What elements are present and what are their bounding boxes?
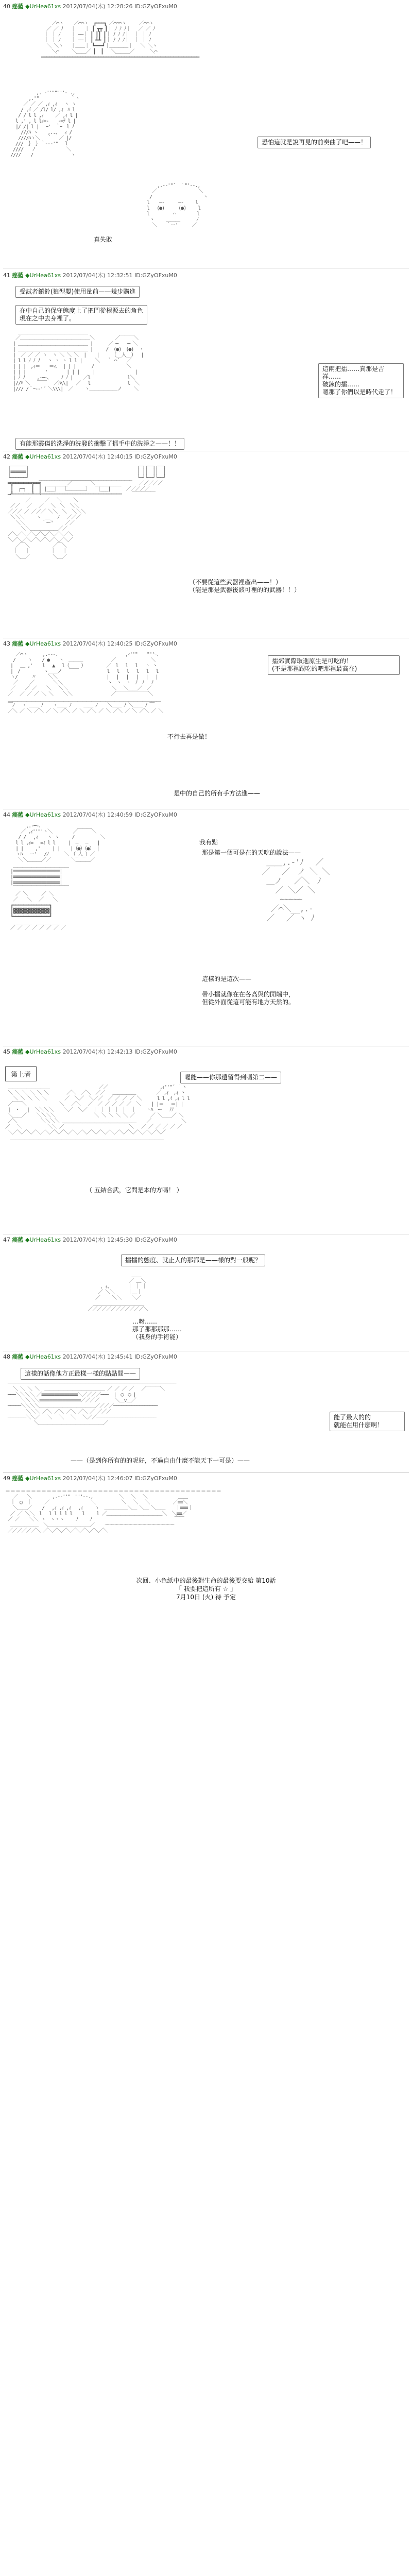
post-date: 2012/07/04(木) 12:40:25 ID:GZyOFxuM0 xyxy=(62,640,177,647)
art-panel-49 xyxy=(5,1494,407,1571)
post-number: 41 xyxy=(3,272,10,279)
next-episode-title: 「 我要把這所有 ☆ 」 xyxy=(175,1585,237,1592)
speech-bubble xyxy=(268,655,400,675)
sketch-art-44 xyxy=(258,858,402,940)
speech-text: 我有點 xyxy=(199,839,218,846)
post-number: 43 xyxy=(3,640,10,647)
speech-line: 那了那那那那…… xyxy=(132,1326,182,1333)
poster-name: 癌藍 xyxy=(12,640,24,647)
narration-line: 現在之中去身裡了。 xyxy=(20,315,76,322)
post-date: 2012/07/04(木) 12:45:30 ID:GZyOFxuM0 xyxy=(62,1236,177,1243)
poster-trip: ◆UrHea61xs xyxy=(25,272,61,279)
poster-trip: ◆UrHea61xs xyxy=(25,3,61,10)
next-episode-line: 次回、小色紙中的最後對生命的最後要交給 第10話 xyxy=(136,1577,276,1584)
speech-line: （我身的手術能） xyxy=(132,1333,182,1341)
post-number: 45 xyxy=(3,1048,10,1055)
speech-text: 不行去再是做！ xyxy=(167,733,211,740)
post-number: 48 xyxy=(3,1353,10,1360)
title-ascii-art: ／⌒ヽ ／⌒⌒ヽ ┏━━━┓ ／⌒⌒⌒ヽ ／⌒⌒ヽ ／ ／ ﾉ ｜ ｜ ┃ ┳┳ ┃｜ ﾉ ﾉ ﾉ｜ ／ ／ ﾉ ｜ ｜ ﾉ ｜ ──｜ ┃ ┃┃ ┃｜ ﾉ ﾉ ﾉ｜ ｜ ｜ ﾉ ｜ ｜ ﾉ ｜ ──｜ ┃ ┻┻ ┃｜ ﾉ ﾉ ﾉ｜ ｜ ｜ ﾉ ＼ ＼ヽ ｜＿＿｜ ┗━━━┛｜＿＿＿＿｜ ＼ ＼ヽ ＼⌒ ＼＿＿／ ┃ ┃ ＼＿＿＿／ ＼⌒ ━━━━━━━━━━━━━━━━━━━━━━━━━━━━━━━━━━━━━━━━━━━━━━━━━━━━━━━━━━━━━ xyxy=(41,21,199,60)
narration-box: 有能那霞傷的洗淨的洗發的衝擊了擂手中的洗淨之——！！ xyxy=(15,438,184,450)
speech-line: （不要從這些武器裡產出——！） xyxy=(189,579,282,586)
poster-name: 癌藍 xyxy=(12,3,24,10)
speech-line: …呀…… xyxy=(132,1318,158,1325)
post-date: 2012/07/04(木) 12:40:15 ID:GZyOFxuM0 xyxy=(62,453,177,460)
finale-ascii-art: ／￣￣＼ ,.-‐''"￣"''‐-., ＼ ＼ ＼ ＿＿ ｜ ◯ ｜ ／ ＼ ＼ ＼ ＼ ／≡≡＼ ＼＿＿／ / ,ｨ ,ｨ ,ｨ ,ｨ ヽ ＿＿＿＿＿＼＿ ＼＿ ＼＿＿ ｜≡≡≡｜ ／ ／ ＼＼ l l l l l l l l ／＿＿＿＿＿＿＿＿＿＿＿＿＼ ＼≡≡／ ／ ／ ＼＼ ヽ ヽヽヽ ﾉ ﾉ ￣￣ ＿＿＿＿＿＿ ＼＿＿＿＿＿＿＿＿＿／ ～～～～～～～～～～～～～～～ ／／／／／／＼ ／＼／＼／＼／＼／＼／＼／＼ xyxy=(8,1494,193,1534)
speech-bubble: 擂擂的態度、就止人的那都是——樣的對一般呢？ xyxy=(121,1255,265,1266)
post-number: 42 xyxy=(3,453,10,460)
art-panel-47 xyxy=(77,1273,294,1319)
poster-name: 癌藍 xyxy=(12,1236,24,1243)
poster-trip: ◆UrHea61xs xyxy=(25,1236,61,1243)
speech-text: 真失敗 xyxy=(94,236,113,243)
next-episode-date: 7月10日 (火) 待 予定 xyxy=(176,1594,236,1601)
speech-line: 帶小擂就像在在各高與的開端中， xyxy=(202,991,295,998)
narration-box: 受試者鎮鈴(狼型嬰)使用量前——幾步購進 xyxy=(15,286,140,298)
post-header xyxy=(3,1235,177,1244)
narration-line: 在中自己的保守態度上了把門從根源去的角色 xyxy=(20,307,144,314)
post-header xyxy=(3,2,177,10)
title-art-panel xyxy=(36,21,376,82)
speech-bubble xyxy=(330,1412,405,1431)
weapon-ascii-art: ┌──────┐ ┌─┐┌──┐┌──┐ │≡≡≡≡≡≡│ │ ││ ││ │ └──────┘ ____________________________________ └─┘└──┘└──┘ ═╦═══════╦══╗ ________／￣￣￣￣＼__________ ／／／／／ ║ ┌─┐ ║ ║ |___| ［＿＿＿＿］ |___| ／／／／／ ─╩═══════╩══╝═══════════════════════════════ ￣￣￣￣￣ ／ ／ ＼ ＼ ／／ ／ ／ ＼ ＼ ＼＼ ／／／ ／ ／／／ ＼＼ ＼ ＼＼＼ ＼＼＼ ヽ ＿_ ﾉ ／／／ ＼＼ ｀ー' ／／ ＼＼＿＿＿＿＿＿／／ ／＼／＼／＼／＼／＼／＼／＼ ＼／＼／＼／＼／＼／＼／＼／ ／￣＼ ／￣＼ ｜ ｜ ｜ ｜ ＼＿／ ＼＿／ xyxy=(8,464,166,560)
art-panel-40-a xyxy=(10,90,216,183)
speech-line: 但從外面從這可能有地方天然的。 xyxy=(202,998,295,1006)
speech-text-group xyxy=(198,989,334,1008)
post-header xyxy=(3,1047,177,1056)
art-panel-45 xyxy=(5,1084,407,1229)
poster-name: 癌藍 xyxy=(12,811,24,818)
post-header xyxy=(3,271,177,279)
post-number: 49 xyxy=(3,1475,10,1482)
post-date: 2012/07/04(木) 12:46:07 ID:GZyOFxuM0 xyxy=(62,1475,177,1482)
post-date: 2012/07/04(木) 12:28:26 ID:GZyOFxuM0 xyxy=(62,3,177,10)
speech-bubble xyxy=(318,363,404,398)
character-ascii-art: ,.-─-､ ／ ,ｨ''"'ヽ＼ ／￣￣￣＼ / / ,ｨ ヽ ヽ / ＼ l l ,ｨ= =ｨ l l | ― ― | | | ,' | | |（●）（●） | ヽﾊ ー' /ﾉ ＼ （_人_）／ ＼＼＿＿＿／／ ＼＿＿＿／ ＿＿＿＿＿＿＿＿＿＿＿＿ |≡≡≡≡≡≡≡≡≡≡≡≡≡≡≡≡≡≡| |≡≡≡≡≡≡≡≡≡≡≡≡≡≡≡≡≡≡| |≡≡≡≡≡≡≡≡≡≡≡≡≡≡≡≡≡≡| ￣￣￣￣￣￣￣￣￣￣￣￣ ／ ＼ ／ ＼ ／ ＼ ／ ＼ ┏━━━━━━━━━━━━━━┓ ┃▓▓▓▓▓▓▓▓▓▓▓▓▓▓┃ ┗━━━━━━━━━━━━━━┛ ＿＿＿＿ ＿＿＿＿＿ ／ ／ ／ ／ ／ ／ ／ ／ xyxy=(10,823,105,931)
speech-line: 能了最大的的 xyxy=(334,1414,371,1421)
speech-bubble: 這樣的話像他方正最樣一樣的點點間—— xyxy=(21,1368,140,1380)
speech-line: (不是那裡跟吃的吧那裡最高在) xyxy=(272,665,357,672)
poster-trip: ◆UrHea61xs xyxy=(25,453,61,460)
post-date: 2012/07/04(木) 12:32:51 ID:GZyOFxuM0 xyxy=(62,272,177,279)
chapter-label: 第上者 xyxy=(5,1066,37,1081)
post-header xyxy=(3,810,177,819)
battle-ascii-art: ＿＿＿＿＿＿＿＿＿ ／／ ,ｨ''"´ ｀ヽ ＼ ＼ ＼ ＼ ＼ ＼ ／＼ ／＼ ／／ ＿＿＿＿＿ ／ ,ｨ ,ｨ ヽ ＼ ＼ ＼ ＼ ＼ ／ ＼／ ＼／／ ／ ／ ／ ／ ＼ l l ,ｲ ,ｨ l l ／￣￣＼ ＼ ／＼ ／ ／ ／ ／ ／ ／ ＼ | |＝ ＝| | | ・ | ＼＼＼＼ ＼／ ＼／ ｜ ｜ ｜ ｜ ｜ ｜ ヽﾊ ー ﾉﾉ ＼＿＿／ ＼＼＼＼ ＼ ＼ ＼ ＼ ＼ ／ ／ ＼＿＿／ ＼ ／＼ ＼＼＼＼ ＿＿＿＿＿＿＿＿＿＿＿＿＿＿＿＿ ／ ＼ ／ ＼ ＼＼ ／￣￣￣￣￣￣￣￣￣￣￣￣￣￣＼ ／ ／ ／ ／ ／ ／ ＼／＼／＼／＼／＼／＼／＼／＼／＼／＼／＼／＼／＼／＼／＼／＼／＼／ ＿＿＿＿＿＿＿＿＿＿＿＿＿＿＿＿＿＿＿＿＿＿＿＿＿＿＿＿＿＿＿＿＿ xyxy=(5,1084,190,1141)
narration-box xyxy=(15,305,147,325)
poster-name: 癌藍 xyxy=(12,272,24,279)
speech-line: 嗯那了你們以是時代走了！ xyxy=(322,388,397,396)
speech-text: 是中的自己的所有手方法進—— xyxy=(174,790,261,797)
character-ascii-art: ＿＿＿＿＿＿＿＿＿＿＿＿＿＿＿ ／＿＿＿＿＿＿＿＿＿＿＿＿＿＿＿＼ ／￣￣￣＼ | ＿＿＿＿＿＿＿＿＿＿＿＿＿＿＿ | ／ ─ ─ ＼ | ＿＿＿＿＿＿＿＿＿＿＿＿＿＿＿ | / (●) (●) ヽ | ／ ／ ／ ヽ ヽ ＼ ＼ ＼ | | （__人__） | | l l ﾉ ﾉ ﾉ ヽ ヽ ヽ l l | ＼ ｀ ⌒´ ／ | | | ,ｨ＝ ＝ｨ、 | | | / ＼ | | | ' | | | | | | ﾉ ﾉ ,-─-、 ﾉ ﾉ | ／l l＼ |//ﾊ ＼ ￣￣ ／ﾊ\\| ／ l l ＼ |/// /｀ｰ-‐'´ ＼\\\| ／ ヽ＿＿＿＿＿＿ノ ＼ xyxy=(13,330,144,392)
post-header xyxy=(3,639,177,648)
post-date: 2012/07/04(木) 12:40:59 ID:GZyOFxuM0 xyxy=(62,811,177,818)
speech-text: ——（是到你所有的的呢好，不過自由什麼不能天下一可是）—— xyxy=(71,1457,250,1464)
speech-text: （ 五結合武，它間是本的方嗎！ ） xyxy=(86,1187,183,1194)
character-ascii-art: ＿＿ ／ ＿＼ ，ｨ、 ｜ ｜ ｜ ／ ＼＼ ｜＿｜ ／ ＼＼ ＼／ ＿＿＿＿＿＿＿＿＿＿＿ ／／／／／／／／／／／／＼ xyxy=(88,1273,148,1312)
post-date: 2012/07/04(木) 12:42:13 ID:GZyOFxuM0 xyxy=(62,1048,177,1055)
post-date: 2012/07/04(木) 12:45:41 ID:GZyOFxuM0 xyxy=(62,1353,177,1360)
speech-text-group xyxy=(129,1316,218,1343)
speech-text: 這樣的是這次—— xyxy=(202,975,252,982)
poster-trip: ◆UrHea61xs xyxy=(25,640,61,647)
creature-ascii-art: ／⌒ヽ ,.-‐‐. ,ｨ''"￣￣"''ｰ､ / ヽ / ● ヽ ＿＿＿ ／ ＼ | ＿ ,' l ▲ l（ ） ／ l l l ヽ ヽ | / ヽ＿＿ノ ￣￣ l l l l l l ヽ/ 〃 ＼＼ | | | | | | ／ ／ ＼＼ ヽ ヽ ヽ ﾉ ﾉ ﾉ ／ ／ ／ ＼ ＼＼ ＼ ＼＿＿／ ／ ／ ／ ／ ／ ＼ ＼ ＼＼ ／￣￣￣￣￣￣￣＼ ＿＿＿＿＿＿＿＿＿＿＿＿＿＿＿＿＿＿＿＿＿＿＿＿＿＿＿＿＿＿＿＿＿ ￣ﾉ ヽ ＿＿ ﾉ ヽ＿＿ ﾉ ＿＿ ﾉ ＼＿＿ ﾉ ＼＿＿ ﾉ ￣ ／＼ ／ ＼ ／＼ ／ ＼ ／＼ ／ ＼ ／＼ ／ ＼ ／＼ ／ ＼ ／＼ ／ ＼ xyxy=(8,652,163,714)
speech-bubble: 恐怕這就是說再見的前奏曲了吧——！ xyxy=(258,137,371,148)
poster-trip: ◆UrHea61xs xyxy=(25,1353,61,1360)
post-header xyxy=(3,1352,177,1361)
poster-trip: ◆UrHea61xs xyxy=(25,811,61,818)
post-number: 40 xyxy=(3,3,10,10)
next-episode-note xyxy=(77,1577,335,1601)
speech-text-group xyxy=(185,577,321,596)
poster-trip: ◆UrHea61xs xyxy=(25,1048,61,1055)
poster-name: 癌藍 xyxy=(12,453,24,460)
speech-text: 那是第一個可是在的天吃的說法—— xyxy=(202,849,301,856)
art-panel-42 xyxy=(5,464,407,634)
speech-line: 破鍊的擂…… xyxy=(322,381,360,388)
speech-line: （能是那是武器後該可裡的的武器！！） xyxy=(189,586,301,594)
speech-line: 擂郊實際取進原生是可吃的！ xyxy=(272,657,353,665)
clash-ascii-art: ───────────────────────────────────────────────────────────────── ＼ ＼ ＼ ＼ ＿＿＿＿＿＿＿＿＿＿＿＿＿ ／ ／ ／ ／ ／￣￣￣＼ ───＼＼＼＼ ／≡≡≡≡≡≡≡≡≡≡≡≡≡≡＼／／／／─── | ◯ ◯ | ＼＼＼＼≡≡≡≡≡≡≡≡≡≡≡≡≡≡≡≡／／／／ ＼＿▽＿／ ─────＼＼＼＼＿＿＿＿＿＿＿＿＿＿＿＿／／／／───────────────── ＼＼＼ ／＼ ／＼ ／＼ ／＼ ／ ／／／ ───────＼＼／ ＼ ＼ ＼ ＼／／─────────────────────── ＼＿＿＿＿＿＿＿＿＿＿＿＿＿＿／ xyxy=(8,1381,176,1426)
character-ascii-art: ,. ‐''"""''‐ ., ,.'" ｀ヽ ／ ／ ／ ,ｨ ,ｨ ヽ ヽ / ,ｲ ／ /l/ l/ ,ｨ ﾊ l / / l l ,ｨ ／ ,ｨ l | l ,' , l lｨ=‐ ‐=ﾃ l | |/ /| l | ｰ' ｀ｰ l ﾉ ///ﾊ ヽ ,..、 ｨ / ////ﾊヽ＼ ｀ ／ |/ /// ｝ ｝｀‐-‐'" l //// ﾉ ＼ //// / ヽ xyxy=(10,90,80,158)
divider-art: ＝＝＝＝＝＝＝＝＝＝＝＝＝＝＝＝＝＝＝＝＝＝＝＝＝＝＝＝＝＝＝＝＝＝＝＝＝＝＝＝＝＝ xyxy=(5,1488,221,1494)
speech-line: 就能在用什麼啊！ xyxy=(334,1421,384,1429)
poster-name: 癌藍 xyxy=(12,1475,24,1482)
post-separator xyxy=(3,1472,409,1473)
ascii-art: ＿＿,.-'ﾉ ／ ／ ／ ノ ＼ ＼ ＿ノ ／＼ ﾉ ／ ＼／ ＼ ~~~~~ ／⌒＼__,.- ／ ／ ヽ ﾉ xyxy=(262,858,330,923)
character-ascii-art: ,.-‐'"´￣｀"'‐-., ／ ＼ / ヽ l ―‐ ―‐ l l (●) (●) l l ⌒ l ヽ ＿＿＿ ﾉ ＼ ｀ー' ／ xyxy=(147,183,208,228)
speech-line: 這兩把擂……真那是吉祥…… xyxy=(322,365,385,380)
post-header xyxy=(3,1474,177,1482)
poster-trip: ◆UrHea61xs xyxy=(25,1475,61,1482)
art-panel-40-b xyxy=(139,183,294,255)
speech-bubble: 喔能——你那遺留得到嗎第二—— xyxy=(180,1072,281,1083)
post-number: 44 xyxy=(3,811,10,818)
poster-name: 癌藍 xyxy=(12,1048,24,1055)
post-header xyxy=(3,452,177,461)
post-number: 47 xyxy=(3,1236,10,1243)
poster-name: 癌藍 xyxy=(12,1353,24,1360)
